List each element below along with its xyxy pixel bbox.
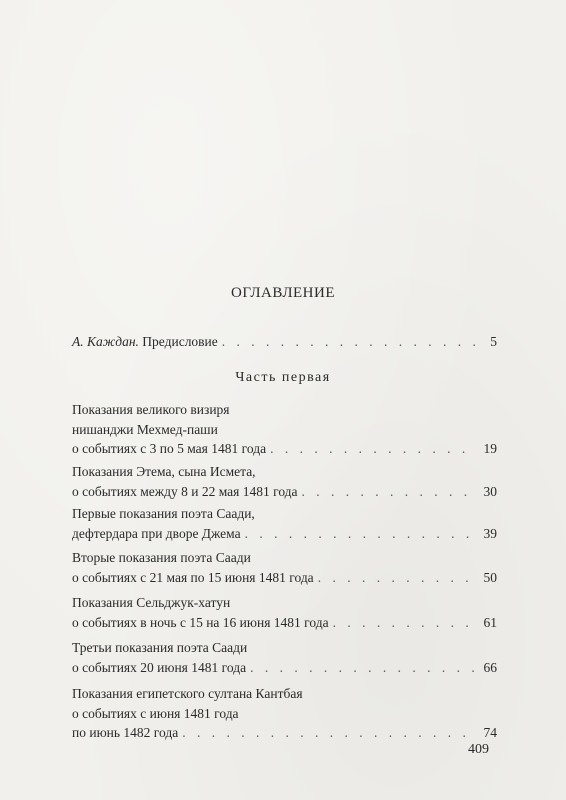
entry-title-line: дефтердара при дворе Джема [72,525,241,541]
page-number: 61 [483,614,497,630]
toc-entry [72,504,497,543]
page-number: 74 [483,725,497,740]
toc-entry-preface [72,332,497,352]
page-number: 30 [483,483,497,499]
entry-title-line: Третьи показания поэта Саади [72,640,248,655]
folio-page-number: 409 [468,742,489,757]
entry-title-line: Показания Этема, сына Исмета, [72,464,256,479]
page-number: 66 [483,659,497,675]
toc-entry [72,638,497,677]
entry-title-line: о событиях в ночь с 15 на 16 июня 1481 года [72,614,329,630]
toc-entry [72,593,497,632]
preface-author: А. Каждан. [72,334,139,349]
leader-dots [250,658,475,678]
entry-title-line: Вторые показания поэта Саади [72,550,251,565]
leader-dots [270,439,475,459]
preface-title: Предисловие [142,334,218,349]
leader-dots [222,332,475,352]
entry-title-line: о событиях с 3 по 5 мая 1481 года [72,441,267,456]
entry-title-line: Показания египетского султана Кантбая [72,686,303,701]
entry-title-line: нишанджи Мехмед-паши [72,421,218,437]
entry-title-line: Первые показания поэта Саади, [72,506,255,521]
toc-entry [72,684,497,743]
entry-title-line: о событиях с июня 1481 года [72,705,239,721]
toc-heading: ОГЛАВЛЕНИЕ [231,285,335,301]
page-number: 19 [483,441,497,456]
entry-title-line: Показания Сельджук-хатун [72,595,231,610]
entry-title-line: о событиях 20 июня 1481 года [72,659,247,675]
leader-dots [182,723,475,743]
leader-dots [302,482,475,502]
leader-dots [333,613,475,633]
toc-entry [72,400,497,459]
toc-entry [72,462,497,501]
toc-entry [72,548,497,587]
entry-title-line: Показания великого визиря [72,402,230,417]
leader-dots [318,568,475,588]
entry-title-line: о событиях между 8 и 22 мая 1481 года [72,483,298,499]
entry-title-line: о событиях с 21 мая по 15 июня 1481 года [72,569,314,585]
page-number: 39 [483,525,497,541]
leader-dots [245,524,475,544]
page-number: 50 [483,569,497,585]
entry-title-line: по июнь 1482 года [72,725,179,740]
page-number: 5 [490,334,497,349]
part-title: Часть первая [235,370,331,385]
